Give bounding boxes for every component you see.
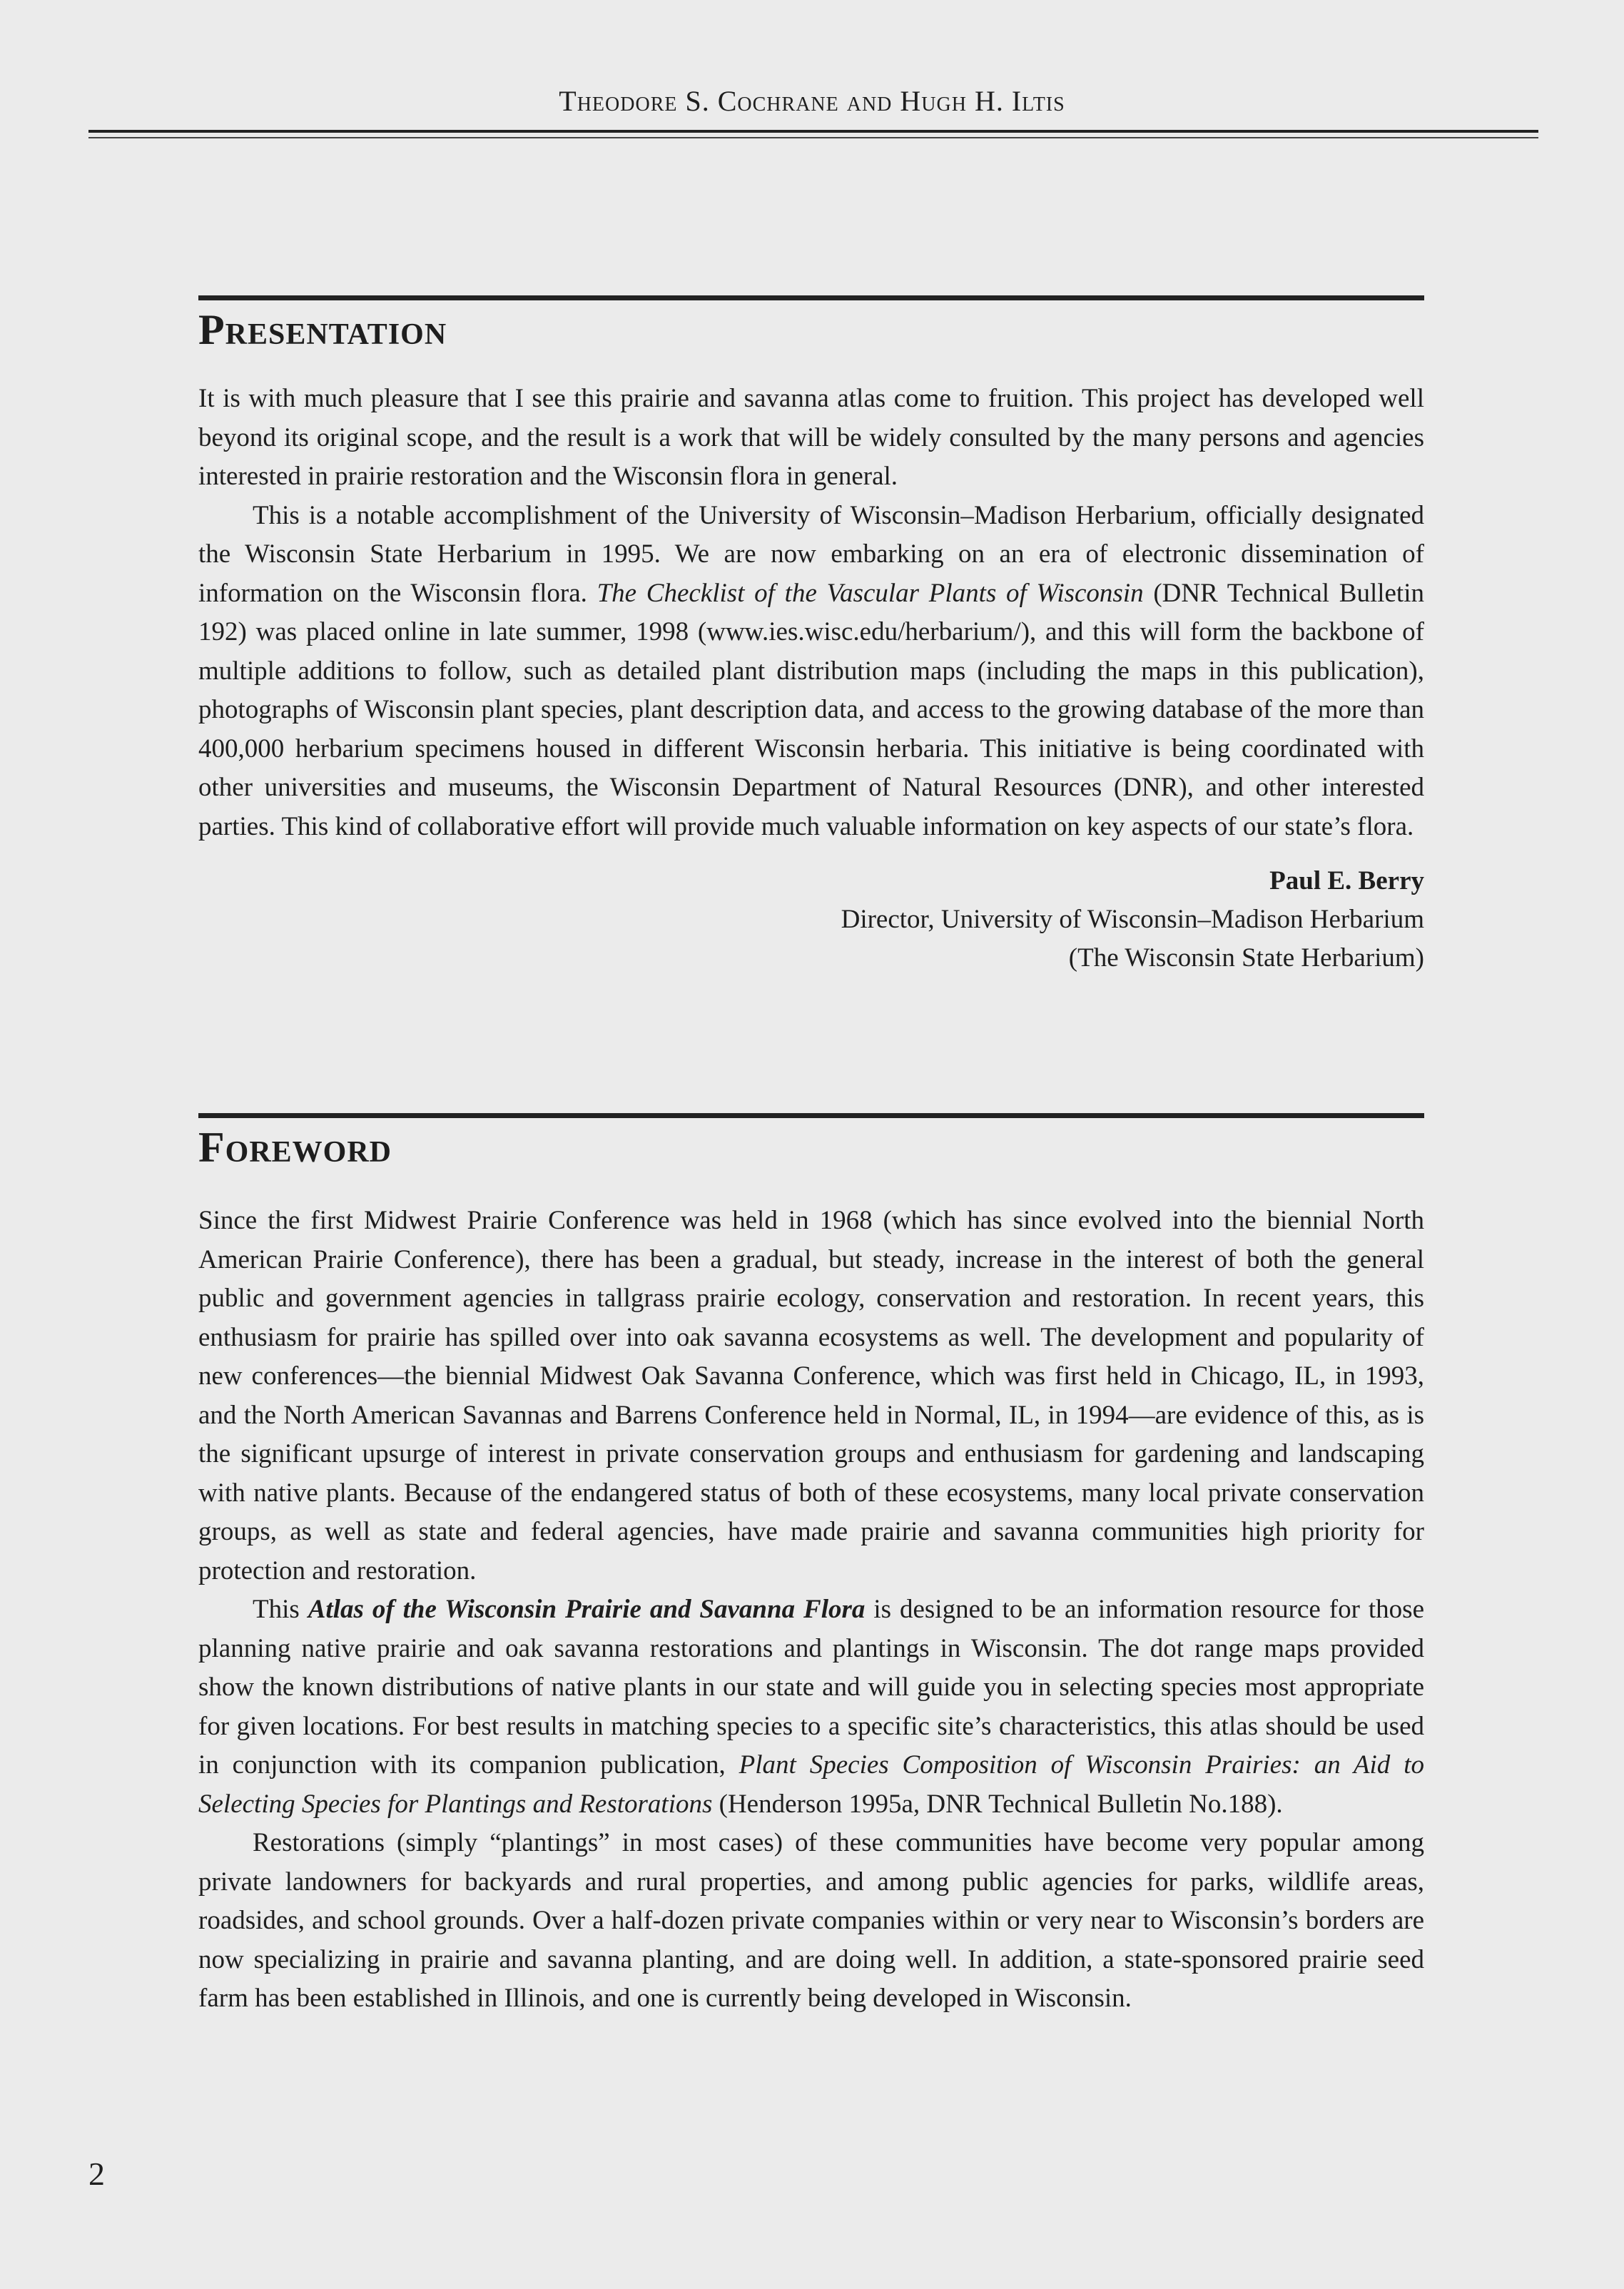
running-head: Theodore S. Cochrane and Hugh H. Iltis [559, 85, 1065, 117]
signature-name: Paul E. Berry [1269, 866, 1424, 895]
foreword-body [198, 1202, 1424, 2019]
paragraph-text: is designed to be an information resource for those planning native prairie and oak savanna restorations and plantings in Wisconsin. The dot range maps provided show the known distributions of native plants in our state and will guide you in selecting species most appropriate for given locations. For best results in matching species to a specific site’s characteristics, this atlas should be used in conjunction with its companion publication, [198, 1595, 1424, 1780]
presentation-body [198, 380, 1424, 846]
paragraph-text: This [253, 1595, 308, 1624]
presentation-paragraph-1: It is with much pleasure that I see this prairie and savanna atlas come to fruition. This project has developed well beyond its original scope, and the result is a work that will be widely consulted by the many persons and agencies interested in prairie restoration and the Wisconsin flora in general. [198, 384, 1424, 491]
signature-block [198, 862, 1424, 978]
signature-affiliation: (The Wisconsin State Herbarium) [1068, 943, 1424, 973]
header-rule [88, 130, 1538, 133]
paragraph-text: This is a notable accomplishment of the University of Wisconsin–Madison Herbarium, officially designated the Wisconsin State Herbarium in 1995. We are now embarking on an era of electronic dissemination of information on the Wisconsin flora. [198, 500, 1424, 608]
section-title-presentation: Presentation [198, 306, 447, 353]
checklist-title: The Checklist of the Vascular Plants of Wisconsin [597, 578, 1144, 608]
presentation-paragraph-2 [198, 497, 1424, 847]
foreword-paragraph-3: Restorations (simply “plantings” in most cases) of these communities have become very popular among private landowners for backyards and rural properties, and among public agencies for parks, wildlife areas, roadsides, and school grounds. Over a half-dozen private companies within or very near to Wisconsin’s borders are now specializing in prairie and savanna planting, and are doing well. In addition, a state-sponsored prairie seed farm has been established in Illinois, and one is currently being developed in Wisconsin. [198, 1828, 1424, 2013]
foreword-paragraph-1: Since the first Midwest Prairie Conference was held in 1968 (which has since evolved into the biennial North American Prairie Conference), there has been a gradual, but steady, increase in the interest of both the general public and government agencies in tallgrass prairie ecology, conservation and restoration. In recent years, this enthusiasm for prairie has spilled over into oak savanna ecosystems as well. The development and popularity of new conferences—the biennial Midwest Oak Savanna Conference, which was first held in Chicago, IL, in 1993, and the North American Savannas and Barrens Conference held in Normal, IL, in 1994—are evidence of this, as is the significant upsurge of interest in private conservation groups and enthusiasm for gardening and landscaping with native plants. Because of the endangered status of both of these ecosystems, many local private conservation groups, as well as state and federal agencies, have made prairie and savanna communities high priority for protection and restoration. [198, 1206, 1424, 1585]
section-title-foreword: Foreword [198, 1124, 392, 1171]
paragraph-text: (DNR Technical Bulletin 192) was placed online in late summer, 1998 (www.ies.wisc.edu/herbarium/), and this will form the backbone of multiple additions to follow, such as detailed plant distribution maps (including the maps in this publication), photographs of Wisconsin plant species, plant description data, and access to the growing database of the more than 400,000 herbarium specimens housed in different Wisconsin herbaria. This initiative is being coordinated with other universities and museums, the Wisconsin Department of Natural Resources (DNR), and other interested parties. This kind of collaborative effort will provide much valuable information on key aspects of our state’s flora. [198, 578, 1424, 841]
signature-title: Director, University of Wisconsin–Madison Herbarium [841, 905, 1424, 934]
paragraph-text: (Henderson 1995a, DNR Technical Bulletin No.188). [712, 1789, 1283, 1819]
section-rule [198, 1113, 1424, 1118]
atlas-title: Atlas of the Wisconsin Prairie and Savanna Flora [308, 1595, 866, 1624]
header-rule-thin [88, 137, 1538, 138]
section-rule [198, 295, 1424, 300]
presentation-section [198, 295, 1424, 978]
page-number: 2 [88, 2156, 105, 2192]
foreword-section [198, 1113, 1424, 2019]
foreword-paragraph-2 [198, 1590, 1424, 1824]
companion-publication-title: Plant Species Composition of Wisconsin Prairies: an Aid to Selecting Species for Plantings and Restorations [198, 1750, 1424, 1819]
